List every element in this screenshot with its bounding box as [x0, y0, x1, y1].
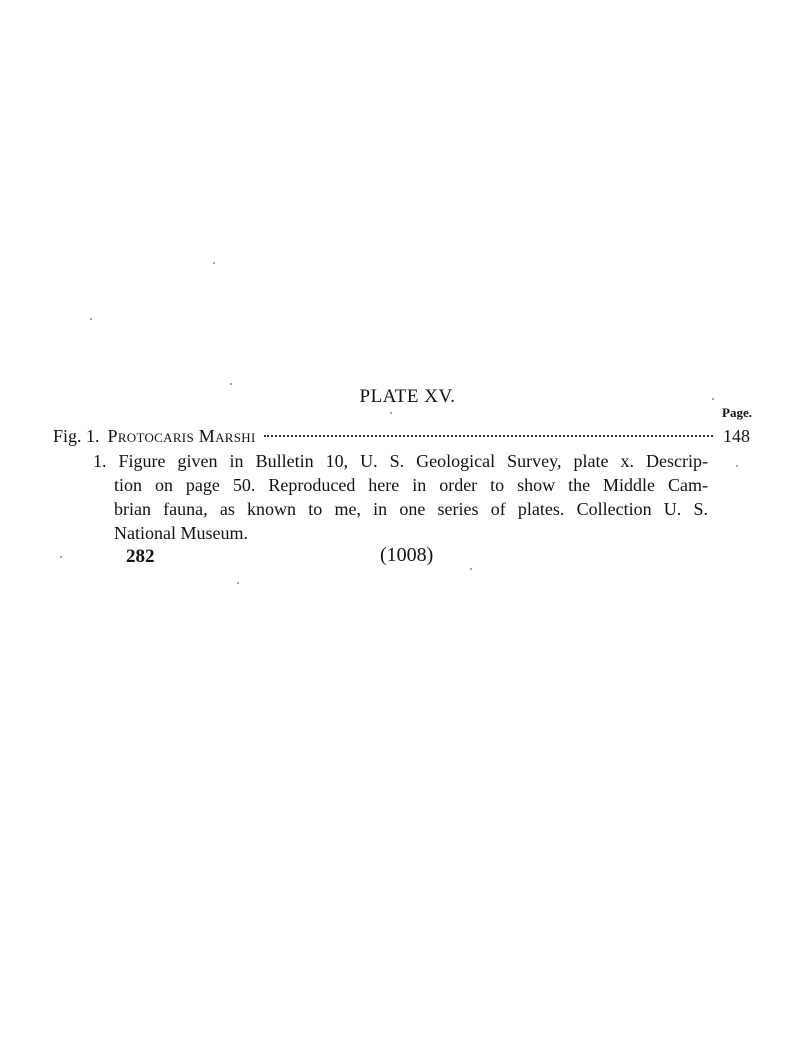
scan-speck — [390, 412, 392, 414]
figure-species-name: Protocaris Marshi — [107, 426, 256, 446]
scan-speck — [237, 582, 239, 584]
plate-title: PLATE XV. — [359, 386, 456, 407]
page-number-left: 282 — [126, 546, 155, 567]
description-line: tion on page 50. Reproduced here in order to show the Middle Cam- — [114, 475, 708, 495]
scan-speck — [470, 568, 472, 570]
figure-label: Fig. 1. — [53, 426, 100, 446]
dotted-leader — [264, 435, 713, 437]
scan-speck — [712, 398, 714, 400]
figure-entry — [53, 424, 750, 448]
page-column-label: Page. — [722, 405, 752, 420]
description-line: 1. Figure given in Bulletin 10, U. S. Geological Survey, plate x. Descrip- — [93, 451, 708, 471]
scan-speck — [736, 465, 738, 467]
figure-page-number: 148 — [723, 426, 750, 446]
page-number-center: (1008) — [380, 544, 434, 566]
scan-speck — [213, 262, 215, 264]
description-line: National Museum. — [114, 523, 248, 543]
description-line: brian fauna, as known to me, in one series of plates. Collection U. S. — [114, 499, 708, 519]
scan-speck — [90, 318, 92, 320]
figure-description — [93, 449, 708, 545]
scan-speck — [230, 383, 232, 385]
scan-speck — [60, 556, 62, 558]
